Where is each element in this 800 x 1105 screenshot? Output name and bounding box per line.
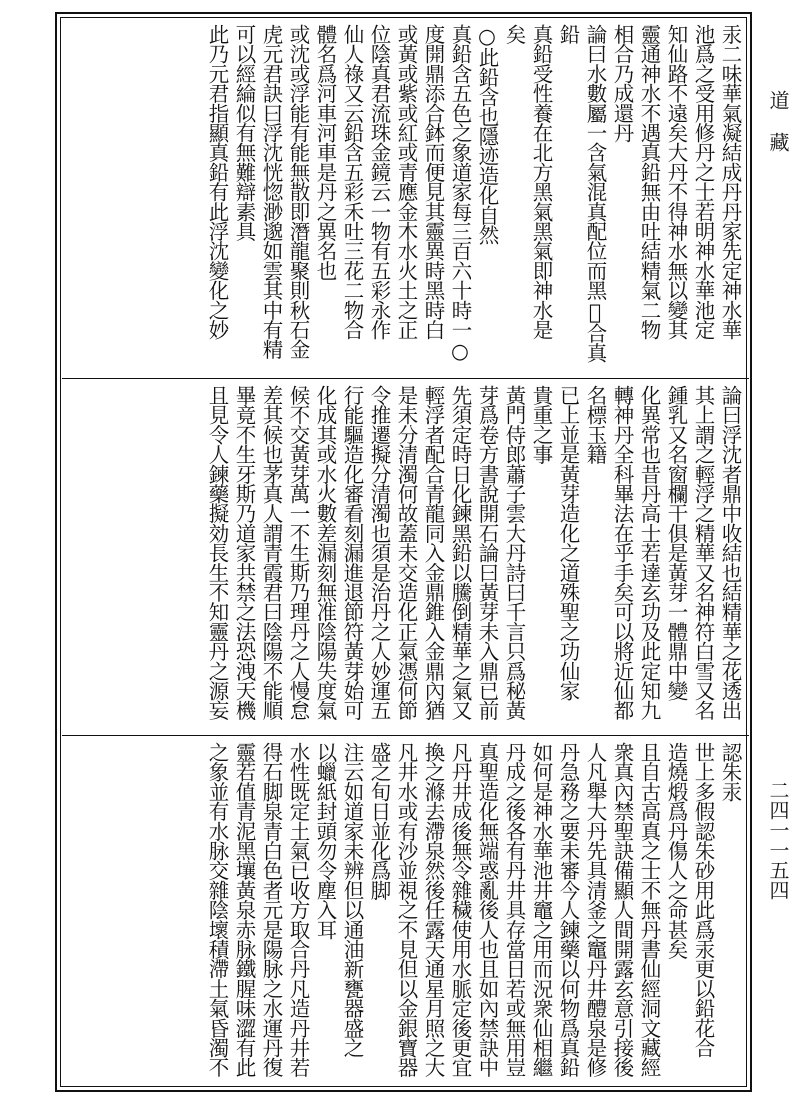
text-column: 黃門侍郎蕭子雲大丹詩曰千言只爲秘黃: [502, 385, 526, 720]
text-column: 虎元君訣曰浮沈恍惚渺邈如雲其中有精: [259, 24, 283, 359]
text-column: 名標玉籍: [583, 385, 607, 464]
text-column: 度開鼎添合鉢而便見其靈異時黑時白: [421, 24, 445, 340]
text-column: 真鉛含五色之象道家每三百六十時一○: [448, 24, 472, 363]
text-column: 論曰水數屬一含氣混真配位而黑𦤺合真: [583, 24, 607, 363]
text-column: 芽爲卷方書說開石論曰黃芽未入鼎已前: [475, 385, 499, 720]
text-column: 貴重之事: [529, 385, 553, 464]
text-column: 靈若值青泥黑壤黃泉赤脉鐵腥味澀有此: [232, 742, 256, 1077]
text-column: 真鉛受性養在北方黑氣黑氣即神水是: [529, 24, 553, 340]
text-column: 丹成之後各有丹井具存當日若或無用豈: [502, 742, 526, 1077]
text-column: 是未分清濁何故蓋未交造化正氣憑何節: [394, 385, 418, 720]
text-column: 其上謂之輕浮之精華又名神符白雪又名: [691, 385, 715, 720]
collection-name: 道藏: [766, 90, 790, 174]
column-group: [62, 18, 749, 378]
text-column: 輕浮者配合青龍同入金鼎錐入金鼎內猶: [421, 385, 445, 720]
text-column: 丹急務之要未審今人鍊藥以何物爲真鉛: [556, 742, 580, 1077]
text-column: 差其候也茅真人謂青霞君曰陰陽不能順: [259, 385, 283, 720]
text-column: 仙人祿又云鉛含五彩禾吐三花二物合: [340, 24, 364, 340]
text-column: 池爲之受用修丹之士若明神水華池定: [691, 24, 715, 340]
text-column: 凡井水或有沙並視之不見但以金銀寶器: [394, 742, 418, 1077]
text-column: 且自古高真之士不無丹書仙經洞文藏經: [637, 742, 661, 1077]
page-frame: [55, 12, 752, 1092]
text-section-bottom: [62, 736, 749, 1090]
text-column: 體名爲河車河車是丹之異名也: [313, 24, 337, 281]
text-column: 轉神丹全科畢法在乎手矣可以將近仙都: [610, 385, 634, 720]
text-column: 可以經綸似有無難辯素具: [232, 24, 256, 241]
text-column: 已上並是黃芽造化之道殊聖之功仙家: [556, 385, 580, 701]
text-column: ○此鉛含也隱迹造化自然: [475, 24, 499, 245]
text-column: 矣: [502, 24, 526, 44]
text-column: 注云如道家未辨但以通油新甕器盛之: [340, 742, 364, 1058]
text-section-middle: [62, 378, 749, 736]
text-column: 水性既定土氣已收方取合丹凡造丹井若: [286, 742, 310, 1077]
text-column: 畢竟不生牙斯乃道家共禁之法恐洩天機: [232, 385, 256, 720]
text-column: 之象並有水脉交雜陰壞積滯土氣昏濁不: [205, 742, 229, 1077]
column-group: [62, 379, 749, 735]
text-column: 真聖造化無端惑亂後人也且如內禁訣中: [475, 742, 499, 1077]
text-column: 或沈或浮能有能無散即潛龍聚則秋石金: [286, 24, 310, 359]
text-column: 知仙路不遠矣大丹不得神水無以變其: [664, 24, 688, 340]
text-column: 衆真內禁聖訣備顯人間開露玄意引接後: [610, 742, 634, 1077]
text-section-top: [62, 18, 749, 378]
text-column: 換之滌去滯泉然後任露天通星月照之大: [421, 742, 445, 1077]
text-column: 相合乃成還丹: [610, 24, 634, 143]
text-column: 以蠟紙封頭勿令塵入耳: [313, 742, 337, 940]
text-column: 凡丹井成後無令雜穢使用水脈定後更宜: [448, 742, 472, 1077]
text-column: 位陰真君流珠金鏡云一物有五彩永作: [367, 24, 391, 340]
text-column: 令推遷擬分清濁也須是治丹之人妙運五: [367, 385, 391, 720]
text-column: 盛之旬日並化爲脚: [367, 742, 391, 900]
text-column: 人凡舉大丹先具清釜之竈丹井醴泉是修: [583, 742, 607, 1077]
text-column: 認朱汞: [718, 742, 742, 802]
text-column: 鉛: [556, 24, 580, 44]
text-column: 如何是神水華池井竈之用而況衆仙相繼: [529, 742, 553, 1077]
text-column: 此乃元君指顯真鉛有此浮沈變化之妙: [205, 24, 229, 340]
column-group: [62, 736, 749, 1090]
text-column: 得石脚泉青白色者元是陽脉之水運丹復: [259, 742, 283, 1077]
text-column: 鍾乳又名窗欄干俱是黃芽一體鼎中變: [664, 385, 688, 701]
text-column: 汞二味華氣凝結成丹丹家先定神水華: [718, 24, 742, 340]
page-number: 二四一一五四: [766, 780, 790, 900]
text-column: 世上多假認朱砂用此爲汞更以鉛花合: [691, 742, 715, 1058]
text-column: 行能驅造化審看刻漏進退節符黃芽始可: [340, 385, 364, 720]
text-column: 化異常也昔丹高士若達玄功及此定知九: [637, 385, 661, 720]
text-column: 且見令人鍊藥擬効長生不知靈丹之源妄: [205, 385, 229, 720]
text-column: 或黃或紫或紅或青應金木水火土之正: [394, 24, 418, 340]
text-column: 論曰浮沈者鼎中收結也結精華之花透出: [718, 385, 742, 720]
text-column: 造燒煅爲丹傷人之命甚矣: [664, 742, 688, 959]
text-column: 候不交黃芽萬一不生斯乃理丹之人慢怠: [286, 385, 310, 720]
text-column: 化成其或水火數差漏刻無准陰陽失度氣: [313, 385, 337, 720]
text-column: 靈通神水不遇真鉛無由吐結精氣二物: [637, 24, 661, 340]
text-column: 先須定時日化鍊黑鉛以騰倒精華之氣又: [448, 385, 472, 720]
